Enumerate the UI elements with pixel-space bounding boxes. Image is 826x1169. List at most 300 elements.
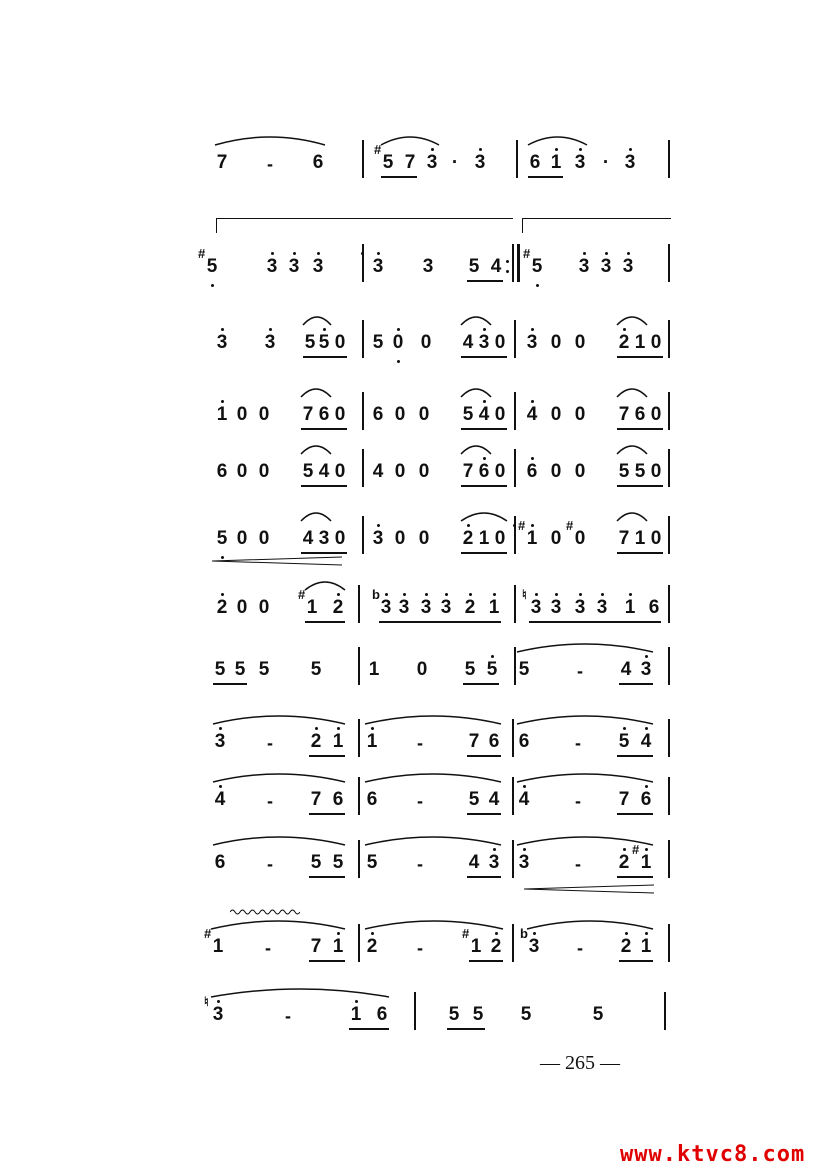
octave-dot xyxy=(221,400,224,403)
octave-dot xyxy=(645,655,648,658)
note: 3 xyxy=(518,852,530,873)
note: 7 xyxy=(310,936,322,957)
extension-dash: - xyxy=(417,733,423,753)
underline xyxy=(467,280,503,282)
note: 6 xyxy=(214,852,226,873)
note: 6 xyxy=(518,731,530,752)
note: 5 xyxy=(448,1004,460,1025)
note: 0 xyxy=(650,404,662,425)
slur xyxy=(516,711,654,725)
note: 1 xyxy=(350,1004,362,1025)
slur xyxy=(527,132,588,146)
slur xyxy=(516,769,654,783)
octave-dot xyxy=(479,148,482,151)
octave-dot xyxy=(371,727,374,730)
octave-dot xyxy=(371,932,374,935)
octave-dot xyxy=(315,727,318,730)
note: 5 xyxy=(372,332,384,353)
octave-dot xyxy=(601,593,604,596)
underline xyxy=(213,683,247,685)
slur xyxy=(364,916,504,930)
bar-line xyxy=(668,244,670,282)
bar-line xyxy=(668,516,670,554)
extension-dash: - xyxy=(575,791,581,811)
octave-dot xyxy=(221,593,224,596)
slur xyxy=(300,441,332,455)
bar-line xyxy=(512,719,514,757)
note: 0 xyxy=(418,528,430,549)
underline xyxy=(467,755,501,757)
slur xyxy=(212,769,346,783)
octave-dot xyxy=(361,252,364,255)
note: 1 xyxy=(624,597,636,618)
bar-line xyxy=(514,392,516,430)
note: 3 xyxy=(440,597,452,618)
slur xyxy=(526,916,654,930)
accidental: # xyxy=(198,246,206,261)
octave-dot xyxy=(623,727,626,730)
note: 0 xyxy=(550,461,562,482)
octave-dot xyxy=(377,252,380,255)
note: 7 xyxy=(302,404,314,425)
octave-dot xyxy=(623,328,626,331)
octave-dot xyxy=(579,593,582,596)
note: 1 xyxy=(640,852,652,873)
note: 4 xyxy=(462,332,474,353)
octave-dot xyxy=(523,785,526,788)
note: 2 xyxy=(462,528,474,549)
bar-line xyxy=(358,647,360,685)
note: 6 xyxy=(529,152,541,173)
note: 0 xyxy=(420,332,432,353)
octave-dot xyxy=(555,148,558,151)
hairpin xyxy=(212,556,342,566)
underline xyxy=(447,1028,485,1030)
note: 3 xyxy=(640,659,652,680)
note: 5 xyxy=(618,731,630,752)
slur xyxy=(460,312,492,326)
slur xyxy=(516,639,654,653)
note: 5 xyxy=(318,332,330,353)
note: 4 xyxy=(302,528,314,549)
slur xyxy=(300,508,332,522)
note: 0 xyxy=(650,461,662,482)
note: 6 xyxy=(648,597,660,618)
note: 1 xyxy=(478,528,490,549)
bar-line xyxy=(362,140,364,178)
note: 4 xyxy=(518,789,530,810)
hairpin xyxy=(524,884,654,894)
underline xyxy=(617,876,653,878)
note: 0 xyxy=(394,528,406,549)
extension-dash: - xyxy=(575,733,581,753)
slur xyxy=(460,508,508,522)
note: 0 xyxy=(574,528,586,549)
note: 7 xyxy=(310,789,322,810)
octave-dot xyxy=(513,524,516,527)
note: 7 xyxy=(618,528,630,549)
extension-dash: - xyxy=(417,854,423,874)
octave-dot xyxy=(629,148,632,151)
note: 4 xyxy=(620,659,632,680)
note: 7 xyxy=(468,731,480,752)
accidental: b xyxy=(520,926,528,941)
octave-dot xyxy=(445,593,448,596)
note: 5 xyxy=(214,659,226,680)
note: 1 xyxy=(634,528,646,549)
octave-dot xyxy=(483,328,486,331)
extension-dash: - xyxy=(267,791,273,811)
underline xyxy=(529,621,661,623)
note: 6 xyxy=(376,1004,388,1025)
accidental: ♮ xyxy=(204,994,209,1009)
note: 0 xyxy=(494,332,506,353)
note: 0 xyxy=(650,332,662,353)
extension-dash: - xyxy=(577,661,583,681)
octave-dot xyxy=(271,252,274,255)
note: 1 xyxy=(550,152,562,173)
octave-dot xyxy=(377,524,380,527)
octave-dot xyxy=(531,328,534,331)
bar-line xyxy=(668,840,670,878)
note: 0 xyxy=(334,404,346,425)
note: 5 xyxy=(520,1004,532,1025)
slur xyxy=(616,441,648,455)
note: 5 xyxy=(382,152,394,173)
octave-dot xyxy=(269,328,272,331)
octave-dot xyxy=(579,148,582,151)
bar-line xyxy=(362,244,364,282)
bar-line xyxy=(668,777,670,815)
note: 0 xyxy=(236,528,248,549)
note: 0 xyxy=(494,404,506,425)
octave-dot xyxy=(323,328,326,331)
note: 7 xyxy=(618,789,630,810)
note: 0 xyxy=(574,404,586,425)
note: 0 xyxy=(258,461,270,482)
note: 1 xyxy=(332,936,344,957)
note: 1 xyxy=(366,731,378,752)
underline xyxy=(379,621,501,623)
note: 5 xyxy=(518,659,530,680)
note: 2 xyxy=(216,597,228,618)
note: 5 xyxy=(472,1004,484,1025)
underline xyxy=(349,1028,389,1030)
note: 3 xyxy=(288,256,300,277)
bar-line xyxy=(362,516,364,554)
underline xyxy=(469,960,503,962)
bar-line xyxy=(362,449,364,487)
note: 7 xyxy=(404,152,416,173)
accidental: # xyxy=(566,518,574,533)
note: 2 xyxy=(310,731,322,752)
note: 7 xyxy=(216,152,228,173)
note: 3 xyxy=(266,256,278,277)
bar-line xyxy=(668,924,670,962)
bar-line xyxy=(358,840,360,878)
slur xyxy=(616,384,648,398)
bar-line xyxy=(668,320,670,358)
underline xyxy=(301,485,347,487)
note: · xyxy=(451,152,459,173)
bar-line xyxy=(362,320,364,358)
octave-dot xyxy=(217,1000,220,1003)
octave-dot xyxy=(491,655,494,658)
octave-dot xyxy=(627,252,630,255)
note: 6 xyxy=(526,461,538,482)
note: 5 xyxy=(310,852,322,873)
bar-line xyxy=(514,585,516,623)
note: 4 xyxy=(468,852,480,873)
bar-line xyxy=(517,244,520,282)
underline xyxy=(617,428,663,430)
note: 5 xyxy=(634,461,646,482)
note: 5 xyxy=(332,852,344,873)
note: 1 xyxy=(212,936,224,957)
page-number: — 265 — xyxy=(540,1052,620,1074)
note: 1 xyxy=(216,404,228,425)
note: 1 xyxy=(306,597,318,618)
note: 3 xyxy=(478,332,490,353)
slur xyxy=(616,508,648,522)
note: 0 xyxy=(334,332,346,353)
note: 3 xyxy=(426,152,438,173)
underline xyxy=(381,176,417,178)
note: 0 xyxy=(574,461,586,482)
note: 3 xyxy=(372,528,384,549)
note: 0 xyxy=(236,404,248,425)
note: 1 xyxy=(368,659,380,680)
note: 5 xyxy=(486,659,498,680)
bar-line xyxy=(668,140,670,178)
note: 3 xyxy=(212,1004,224,1025)
note: 0 xyxy=(236,461,248,482)
octave-dot xyxy=(531,524,534,527)
extension-dash: - xyxy=(417,791,423,811)
octave-dot xyxy=(469,593,472,596)
octave-dot xyxy=(337,727,340,730)
bar-line xyxy=(512,924,514,962)
note: 5 xyxy=(468,789,480,810)
underline xyxy=(467,876,501,878)
note: 5 xyxy=(464,659,476,680)
watermark-text: www.ktvc8.com xyxy=(620,1142,806,1167)
bar-line xyxy=(358,924,360,962)
trill-wave xyxy=(230,908,300,916)
octave-dot xyxy=(355,1000,358,1003)
slur xyxy=(460,441,492,455)
slur xyxy=(212,832,346,846)
note: 2 xyxy=(464,597,476,618)
note: 5 xyxy=(531,256,543,277)
slur xyxy=(302,312,332,326)
accidental: # xyxy=(374,142,382,157)
note: 3 xyxy=(578,256,590,277)
octave-dot xyxy=(535,593,538,596)
bar-line xyxy=(512,244,514,282)
note: 0 xyxy=(258,528,270,549)
bar-line xyxy=(668,719,670,757)
slur xyxy=(364,832,502,846)
note: 5 xyxy=(468,256,480,277)
note: 6 xyxy=(640,789,652,810)
extension-dash: - xyxy=(577,938,583,958)
note: 4 xyxy=(478,404,490,425)
note: 5 xyxy=(304,332,316,353)
bar-line xyxy=(514,320,516,358)
note: 3 xyxy=(528,936,540,957)
note: 6 xyxy=(332,789,344,810)
octave-dot xyxy=(397,360,400,363)
octave-dot xyxy=(293,252,296,255)
bar-line xyxy=(414,992,416,1030)
octave-dot xyxy=(219,785,222,788)
underline xyxy=(309,755,345,757)
underline xyxy=(301,428,347,430)
note: 0 xyxy=(494,528,506,549)
note: 3 xyxy=(550,597,562,618)
note: 4 xyxy=(214,789,226,810)
note: 0 xyxy=(394,461,406,482)
note: 4 xyxy=(640,731,652,752)
octave-dot xyxy=(483,400,486,403)
underline xyxy=(467,813,501,815)
underline xyxy=(309,876,345,878)
octave-dot xyxy=(555,593,558,596)
octave-dot xyxy=(523,848,526,851)
note: 1 xyxy=(634,332,646,353)
repeat-dot xyxy=(506,270,509,273)
underline xyxy=(461,356,507,358)
octave-dot xyxy=(623,848,626,851)
note: 5 xyxy=(462,404,474,425)
extension-dash: - xyxy=(265,938,271,958)
slur xyxy=(380,132,440,146)
bar-line xyxy=(664,992,666,1030)
octave-dot xyxy=(536,284,539,287)
note: 0 xyxy=(394,404,406,425)
note: 3 xyxy=(312,256,324,277)
bar-line xyxy=(516,140,518,178)
note: 5 xyxy=(302,461,314,482)
underline xyxy=(301,552,347,554)
slur xyxy=(460,384,492,398)
octave-dot xyxy=(645,727,648,730)
note: 5 xyxy=(310,659,322,680)
underline xyxy=(619,960,653,962)
bar-line xyxy=(358,777,360,815)
extension-dash: - xyxy=(267,854,273,874)
note: 0 xyxy=(416,659,428,680)
octave-dot xyxy=(317,252,320,255)
underline xyxy=(619,683,653,685)
bar-line xyxy=(362,392,364,430)
bar-line xyxy=(512,777,514,815)
octave-dot xyxy=(605,252,608,255)
extension-dash: - xyxy=(575,854,581,874)
note: 2 xyxy=(618,852,630,873)
underline xyxy=(617,813,653,815)
accidental: # xyxy=(462,926,470,941)
bar-line xyxy=(358,719,360,757)
note: 0 xyxy=(550,332,562,353)
bar-line xyxy=(358,585,360,623)
slur xyxy=(364,769,502,783)
note: 1 xyxy=(332,731,344,752)
note: 5 xyxy=(234,659,246,680)
note: 2 xyxy=(332,597,344,618)
note: 3 xyxy=(398,597,410,618)
note: 5 xyxy=(366,852,378,873)
underline xyxy=(463,683,499,685)
accidental: # xyxy=(298,587,306,602)
underline xyxy=(617,485,663,487)
octave-dot xyxy=(219,727,222,730)
note: 3 xyxy=(600,256,612,277)
accidental: ♮ xyxy=(522,587,527,602)
note: 3 xyxy=(574,152,586,173)
octave-dot xyxy=(645,785,648,788)
accidental: b xyxy=(372,587,380,602)
note: 3 xyxy=(526,332,538,353)
octave-dot xyxy=(425,593,428,596)
octave-dot xyxy=(337,932,340,935)
underline xyxy=(309,813,345,815)
note: 1 xyxy=(470,936,482,957)
note: 6 xyxy=(318,404,330,425)
volta-first xyxy=(216,218,513,233)
note: 6 xyxy=(216,461,228,482)
bar-line xyxy=(668,392,670,430)
octave-dot xyxy=(625,932,628,935)
note: 5 xyxy=(206,256,218,277)
octave-dot xyxy=(403,593,406,596)
slur xyxy=(214,132,326,146)
note: 3 xyxy=(422,256,434,277)
octave-dot xyxy=(645,932,648,935)
note: 3 xyxy=(214,731,226,752)
note: 3 xyxy=(420,597,432,618)
underline xyxy=(461,428,507,430)
accidental: # xyxy=(518,518,526,533)
slur xyxy=(212,711,346,725)
note: 4 xyxy=(526,404,538,425)
note: 3 xyxy=(380,597,392,618)
note: 7 xyxy=(462,461,474,482)
underline xyxy=(617,755,653,757)
extension-dash: - xyxy=(267,733,273,753)
note: 5 xyxy=(618,461,630,482)
bar-line xyxy=(668,647,670,685)
note: 4 xyxy=(372,461,384,482)
slur xyxy=(210,916,346,930)
bar-line xyxy=(668,585,670,623)
note: 4 xyxy=(488,789,500,810)
extension-dash: - xyxy=(417,938,423,958)
volta-second xyxy=(522,218,671,233)
octave-dot xyxy=(531,400,534,403)
note: 3 xyxy=(488,852,500,873)
accidental: # xyxy=(523,246,531,261)
note: 3 xyxy=(530,597,542,618)
note: 0 xyxy=(650,528,662,549)
octave-dot xyxy=(397,328,400,331)
note: 0 xyxy=(392,332,404,353)
note: 4 xyxy=(490,256,502,277)
note: 3 xyxy=(474,152,486,173)
slur xyxy=(210,984,390,998)
extension-dash: - xyxy=(267,154,273,174)
